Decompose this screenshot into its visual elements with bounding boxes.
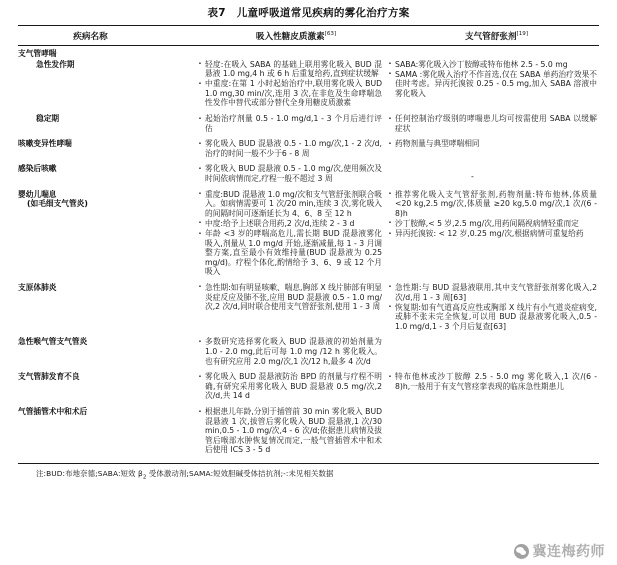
header-disease-name <box>18 30 198 42</box>
ics-bullet-item: · 根据患儿年龄,分别于插管前 30 min 雾化吸入 BUD 混悬液 1 次,拔管后雾化吸入 BUD 混悬液,1 次/30 min,0.5 - 1.0 mg/次,4 - 6 次/d;依据患儿病情及拔管后喉部水肿恢复情况而定,一般气管插管术中和术后使用 ICS 3 - 5 d <box>198 407 382 455</box>
bronchodilator-bullet-list <box>388 372 597 391</box>
ics-bullet-list <box>198 407 382 455</box>
row-bronchodilator-cell <box>388 190 599 278</box>
ics-bullet-item: · 急性期:如有明显咳嗽、喘息,胸部 X 线片肺部有明显炎症反应及肺不张,应用 BUD 混悬液 0.5 - 1.0 mg/次,2 次/d,同时联合使用支气管舒张剂,使用 1 - 3 周 <box>198 283 382 312</box>
bronchodilator-bullet-list <box>388 283 597 331</box>
table-row <box>18 283 599 337</box>
header-bronchodilator-label: 支气管舒张剂 <box>464 31 517 42</box>
bronchodilator-bullet-item: · 任何控制治疗级别的哮喘患儿均可按需使用 SABA 以缓解症状 <box>388 114 597 133</box>
ics-bullet-item: · 雾化吸入 BUD 混悬液防治 BPD 的剂量与疗程不明确,有研究采用雾化吸入 BUD 混悬液 0.5 mg/次,2 次/d,共 14 d <box>198 372 382 401</box>
no-data-dash: - <box>471 172 474 182</box>
bronchodilator-bullet-item: · 推荐雾化吸入支气管舒张剂,药物剂量:特布他林,体质量 <20 kg,2.5 mg/次,体质量 ≥20 kg,5.0 mg/次,1 次/(6 - 8)h <box>388 190 597 219</box>
row-ics-cell <box>198 337 388 366</box>
footnote-lead: 注:BUD:布地奈德;SABA:短效 β <box>36 468 143 478</box>
table-row <box>18 190 599 283</box>
table-row <box>18 114 599 139</box>
header-disease-label: 疾病名称 <box>73 31 108 42</box>
row-disease-name: 急性喉气管支气管炎 <box>18 337 88 347</box>
ics-bullet-list <box>198 114 382 133</box>
ics-bullet-list <box>198 337 382 366</box>
bronchodilator-bullet-item: · 特布他林或沙丁胺醇 2.5 - 5.0 mg 雾化吸入,1 次/(6 - 8)h,一般用于有支气管痉挛表现的临床急性期患儿 <box>388 372 597 391</box>
table-footnote <box>18 464 599 480</box>
row-bronchodilator-cell <box>388 337 599 366</box>
bronchodilator-bullet-item: · SAMA :雾化吸入治疗不作首选,仅在 SABA 单药治疗效果不佳时考虑。异丙托溴铵 0.25 - 0.5 mg,加入 SABA 溶液中雾化吸入 <box>388 70 597 99</box>
row-disease-name: 婴幼儿喘息 (如毛细支气管炎) <box>18 190 198 278</box>
bronchodilator-bullet-item: · SABA:雾化吸入沙丁胺醇或特布他林 2.5 - 5.0 mg <box>388 60 597 70</box>
row-ics-cell <box>198 164 388 184</box>
row-ics-cell <box>198 139 388 159</box>
ics-bullet-list <box>198 164 382 183</box>
header-ics-label: 吸入性糖皮质激素 <box>255 31 325 42</box>
header-ics-ref: [63] <box>324 30 337 37</box>
watermark-label: 冀连梅药师 <box>532 544 605 560</box>
ics-bullet-item: · 轻度:在吸入 SABA 的基础上联用雾化吸入 BUD 混悬液 1.0 mg,4 h 或 6 h 后重复给药,直到症状缓解 <box>198 60 382 79</box>
row-ics-cell <box>198 114 388 134</box>
bronchodilator-bullet-item: · 恢复期:如有气道高反应性或胸部 X 线片有小气道炎症病变,或肺不张未完全恢复,可以用 BUD 混悬液雾化吸入,0.5 - 1.0 mg/d,1 - 3 个月后复查[63] <box>388 303 597 332</box>
row-bronchodilator-cell <box>388 372 599 401</box>
row-bronchodilator-cell <box>388 164 599 184</box>
row-disease-name: 支气管肺发育不良 <box>18 372 80 382</box>
row-bronchodilator-cell <box>388 49 599 59</box>
bronchodilator-bullet-item: · 沙丁胺醇,< 5 岁,2.5 mg/次,用药间隔视病情轻重而定 <box>388 219 597 229</box>
ics-bullet-item: · 多数研究选择雾化吸入 BUD 混悬液的初始剂量为 1.0 - 2.0 mg,此后可每 1.0 mg /12 h 雾化吸入。也有研究应用 2.0 mg/次,1 次/12 h,最多 4 次/d <box>198 337 382 366</box>
row-ics-cell <box>198 283 388 332</box>
wechat-logo-icon <box>514 544 529 559</box>
table-title: 表7 儿童呼吸道常见疾病的雾化治疗方案 <box>207 7 410 19</box>
bronchodilator-bullet-item: · 药物剂量与典型哮喘相同 <box>388 139 597 149</box>
table-header-row <box>18 26 599 45</box>
footnote-tail: 受体激动剂;SAMA:短效胆碱受体拮抗剂;-:未见相关数据 <box>146 468 334 478</box>
row-bronchodilator-cell <box>388 114 599 134</box>
table-row <box>18 407 599 461</box>
ics-bullet-item: · 起始治疗剂量 0.5 - 1.0 mg/d,1 - 3 个月后进行评估 <box>198 114 382 133</box>
row-disease-name: 支气管哮喘 <box>18 49 57 58</box>
watermark <box>514 541 606 561</box>
ics-bullet-item: · 中重度:在第 1 小时起始治疗中,联用雾化吸入 BUD 1.0 mg,30 min/次,连用 3 次,在非危及生命哮喘急性发作中替代或部分替代全身用糖皮质激素 <box>198 79 382 108</box>
row-ics-cell <box>198 190 388 278</box>
table-row <box>18 372 599 407</box>
ics-bullet-list <box>198 139 382 158</box>
row-disease-name: 气管插管术中和术后 <box>18 407 88 416</box>
bronchodilator-bullet-item: · 急性期:与 BUD 混悬液联用,其中支气管舒张剂雾化吸入,2 次/d,用 1 - 3 周[63] <box>388 283 597 302</box>
row-disease-subname: (如毛细支气管炎) <box>27 199 88 209</box>
row-ics-cell <box>198 60 388 109</box>
row-disease-name: 急性发作期 <box>36 59 75 69</box>
ics-bullet-list <box>198 190 382 277</box>
ics-bullet-item: · 雾化吸入 BUD 混悬液 0.5 - 1.0 mg/次,使用频次及时间依病情而定,疗程一般不超过 3 周 <box>198 164 382 183</box>
row-ics-cell <box>198 49 388 59</box>
row-bronchodilator-cell <box>388 139 599 159</box>
header-bronchodilator-ref: [19] <box>516 30 529 37</box>
ics-bullet-list <box>198 60 382 108</box>
table-row <box>18 337 599 372</box>
bronchodilator-bullet-list <box>388 139 597 149</box>
footnote-subscript: 2 <box>142 474 147 481</box>
ics-bullet-item: · 中度:给予上述联合用药,2 次/d,连续 2 - 3 d <box>198 219 382 229</box>
row-bronchodilator-cell <box>388 283 599 332</box>
table-row <box>18 139 599 164</box>
bronchodilator-bullet-list <box>388 60 597 99</box>
row-ics-cell <box>198 407 388 455</box>
bronchodilator-bullet-list <box>388 114 597 133</box>
ics-bullet-list <box>198 283 382 312</box>
header-bronchodilator <box>388 30 599 42</box>
row-disease-name: 支原体肺炎 <box>18 282 57 292</box>
bronchodilator-bullet-list <box>388 190 597 239</box>
header-ics <box>198 30 388 42</box>
table-row <box>18 49 599 60</box>
ics-bullet-item: · 雾化吸入 BUD 混悬液 0.5 - 1.0 mg/次,1 - 2 次/d,治疗的时间一般不少于6 - 8 周 <box>198 139 382 158</box>
row-disease-name: 咳嗽变异性哮喘 <box>18 139 72 149</box>
table-row <box>18 164 599 189</box>
ics-bullet-item: · 年龄 <3 岁的哮喘高危儿,需长期 BUD 混悬液雾化吸入,剂量从 1.0 mg/d 开始,逐渐减量,每 1 - 3 月调整方案,直至最小有效维持量(BUD 混悬液为 0.25 mg/d)。疗程个体化,酌情给予 3、6、9 或 12 个月吸入 <box>198 229 382 277</box>
table-body <box>18 46 599 461</box>
table-row <box>18 60 599 114</box>
row-ics-cell <box>198 372 388 401</box>
row-disease-name: 感染后咳嗽 <box>18 164 57 174</box>
bronchodilator-bullet-item: · 异丙托溴铵: < 12 岁,0.25 mg/次,根据病情可重复给药 <box>388 229 597 239</box>
row-disease-name: 稳定期 <box>36 114 60 124</box>
ics-bullet-list <box>198 372 382 401</box>
ics-bullet-item: · 重度:BUD 混悬液 1.0 mg/次和支气管舒张剂联合吸入。如病情需要可 1 次/20 min,连续 3 次,雾化吸入的间隔时间可逐渐延长为 4、6、8 至 12 h <box>198 190 382 219</box>
row-bronchodilator-cell <box>388 407 599 455</box>
row-bronchodilator-cell <box>388 60 599 109</box>
